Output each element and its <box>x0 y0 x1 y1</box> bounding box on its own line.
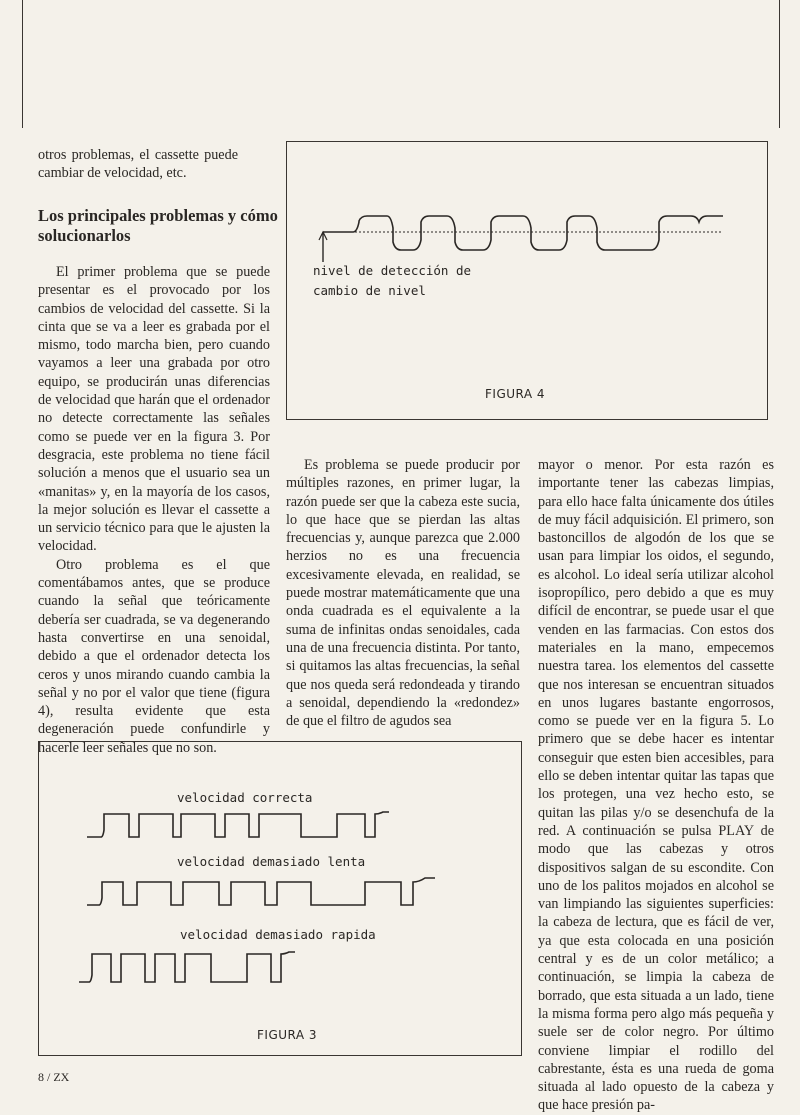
column1-intro <box>38 146 238 183</box>
figure-3 <box>38 741 522 1056</box>
top-frame-lines <box>22 0 780 128</box>
page-footer: 8 / ZX <box>38 1070 70 1084</box>
figure-4-label-line2: cambio de nivel <box>313 283 426 298</box>
figure-4 <box>286 141 768 420</box>
label-correct-speed: velocidad correcta <box>177 790 313 805</box>
degraded-signal-wave <box>323 216 723 250</box>
paragraph: mayor o menor. Por esta razón es importante tener las cabezas limpias, para ello hace falta únicamente dos útiles de muy fácil adquisición. El primero, son bastoncillos de algodón de los que se usan para limpiar los oidos, el segundo, es alcohol. Lo ideal sería utilizar alcohol isopropílico, pero debido a que es muy difícil de encontrar, se puede usar el que venden en las farmacias. Con estos dos materiales en la mano, empecemos nuestra tarea. los elementos del cassette que nos interesan se encuentran situados en unos lugares bastante engorrosos, como se puede ver en la figura 5. Lo primero que se debe hacer es intentar conseguir que esten bien accesibles, para ello se deben intentar quitar las tapas que los protegen, una vez hecho esto, se quitan las pilas y/o se desenchufa de la red. A continuación se pulsa PLAY de modo que las cabezas y otros dispositivos salgan de su escondite. Con uno de los palitos mojados en alcohol se van limpiando las siguientes superficies: la cabeza de lectura, que es fácil de ver, ya que esta colocada en una posición central y es de un color metálico; a continuación, se limpia la cabeza de borrado, que esta situada a un lado, tiene la misma forma pero algo más pequeña y suele ser de color negro. Por último conviene limpiar el rodillo del cabrestante, ésta es una rueda de goma situada al lado opuesto de la cabeza y que hace presión pa- <box>538 457 774 1114</box>
figure-4-diagram <box>287 142 767 419</box>
paragraph: Otro problema es el que comentábamos antes, que se produce cuando la señal que teóricamente debería ser cuadrada, se va degenerando hasta convertirse en una senoidal, debido a que el ordenador detecta los ceros y unos mirando cuando cambia la señal y no por el valor que tiene (figura 4), resulta evidente que esta degeneración puede confundirle y hacerle leer señales que no son. <box>38 556 270 756</box>
label-slow-speed: velocidad demasiado lenta <box>177 854 366 869</box>
section-heading: Los principales problemas y cómo solucionarlos <box>38 206 278 245</box>
column-2 <box>286 456 520 730</box>
figure-3-caption: FIGURA 3 <box>257 1028 318 1042</box>
slow-speed-wave <box>87 878 435 905</box>
label-fast-speed: velocidad demasiado rapida <box>180 927 376 942</box>
paragraph: Es problema se puede producir por múltiples razones, en primer lugar, la razón puede ser que la cabeza este sucia, lo que hace que se pierdan las altas frecuencias y, aunque parezca que 2.000 herzios no es una frecuencia excesivamente elevada, en realidad, se puede mostrar matemáticamente que una onda cuadrada es el equivalente a la suma de infinitas ondas senoidales, cada una de una frecuencia distinta. Por tanto, si quitamos las altas frecuencias, la señal que nos queda será redondeada y tirando a senoidal, dependiendo la «redondez» de que el filtro de agudos sea <box>286 457 520 730</box>
column-3 <box>538 456 774 1115</box>
intro-text: otros problemas, el cassette puede cambiar de velocidad, etc. <box>38 147 238 182</box>
fast-speed-wave <box>79 952 295 982</box>
figure-4-caption: FIGURA 4 <box>485 387 546 401</box>
figure-3-diagram <box>39 742 521 1055</box>
figure-4-label-line1: nivel de detección de <box>313 263 472 278</box>
paragraph: El primer problema que se puede presentar es el provocado por los cambios de velocidad del cassette. Si la cinta que se va a leer es grabada por el mismo, todo marcha bien, pero cuando vayamos a leer una grabada por otro equipo, se producirán unas diferencias de velocidad que harán que el ordenador no detecte correctamente las señales como se puede ver en la figura 3. Por desgracia, este problema no tiene fácil solución a menos que el usuario sea un «manitas» y, en la mayoría de los casos, la mejor solución es llevar el cassette a un servicio técnico para que le ajusten la velocidad. <box>38 264 270 555</box>
correct-speed-wave <box>87 812 389 837</box>
column-1 <box>38 263 270 757</box>
